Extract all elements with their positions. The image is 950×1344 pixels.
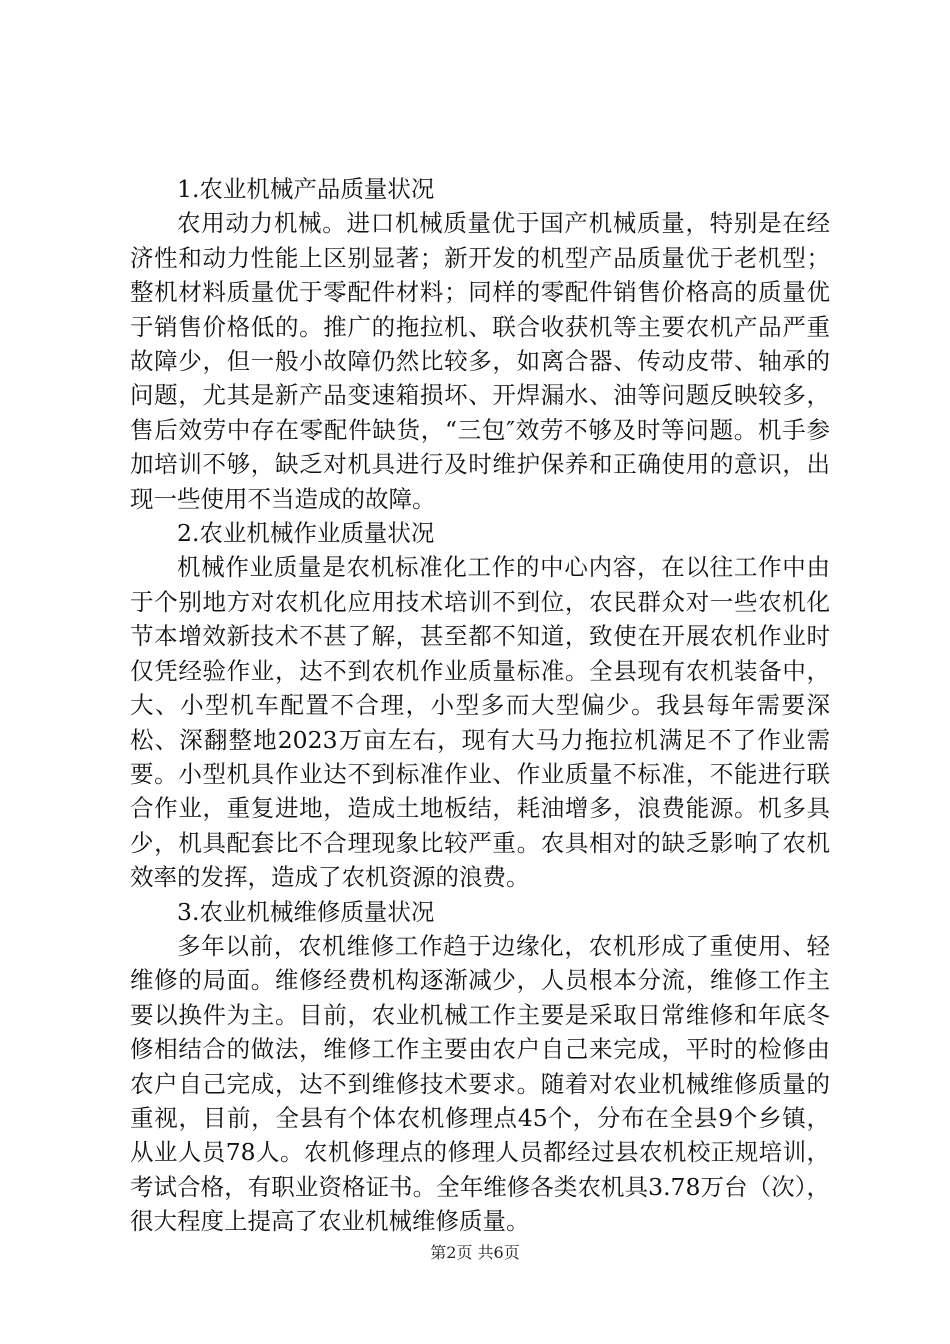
page-number-footer: 第2页 共6页 xyxy=(430,1243,520,1262)
document-body xyxy=(130,172,830,1239)
section-3-paragraph: 多年以前，农机维修工作趋于边缘化，农机形成了重使用、轻维修的局面。维修经费机构逐渐减少，人员根本分流，维修工作主要以换件为主。目前，农业机械工作主要是采取日常维修和年底冬修相结合的做法，维修工作主要由农户自己来完成，平时的检修由农户自己完成，达不到维修技术要求。随着对农业机械维修质量的重视，目前，全县有个体农机修理点45个，分布在全县9个乡镇，从业人员78人。农机修理点的修理人员都经过县农机校正规培训，考试合格，有职业资格证书。全年维修各类农机具3.78万台（次），很大程度上提高了农业机械维修质量。 xyxy=(130,931,830,1236)
section-1-paragraph: 农用动力机械。进口机械质量优于国产机械质量，特别是在经济性和动力性能上区别显著；新开发的机型产品质量优于老机型；整机材料质量优于零配件材料；同样的零配件销售价格高的质量优于销售价格低的。推广的拖拉机、联合收获机等主要农机产品严重故障少，但一般小故障仍然比较多，如离合器、传动皮带、轴承的问题，尤其是新产品变速箱损坏、开焊漏水、油等问题反映较多，售后效劳中存在零配件缺货，“三包″效劳不够及时等问题。机手参加培训不够，缺乏对机具进行及时维护保养和正确使用的意识，出现一些使用不当造成的故障。 xyxy=(130,209,830,513)
section-2-paragraph: 机械作业质量是农机标准化工作的中心内容，在以往工作中由于个别地方对农机化应用技术培训不到位，农民群众对一些农机化节本增效新技术不甚了解，甚至都不知道，致使在开展农机作业时仅凭经验作业，达不到农机作业质量标准。全县现有农机装备中，大、小型机车配置不合理，小型多而大型偏少。我县每年需要深松、深翻整地2023万亩左右，现有大马力拖拉机满足不了作业需要。小型机具作业达不到标准作业、作业质量不标准，不能进行联合作业，重复进地，造成土地板结，耗油增多，浪费能源。机多具少，机具配套比不合理现象比较严重。农具相对的缺乏影响了农机效率的发挥，造成了农机资源的浪费。 xyxy=(130,553,830,892)
section-1-heading: 1.农业机械产品质量状况 xyxy=(177,175,435,203)
section-3-heading: 3.农业机械维修质量状况 xyxy=(177,897,435,926)
section-2-heading: 2.农业机械作业质量状况 xyxy=(177,519,435,548)
